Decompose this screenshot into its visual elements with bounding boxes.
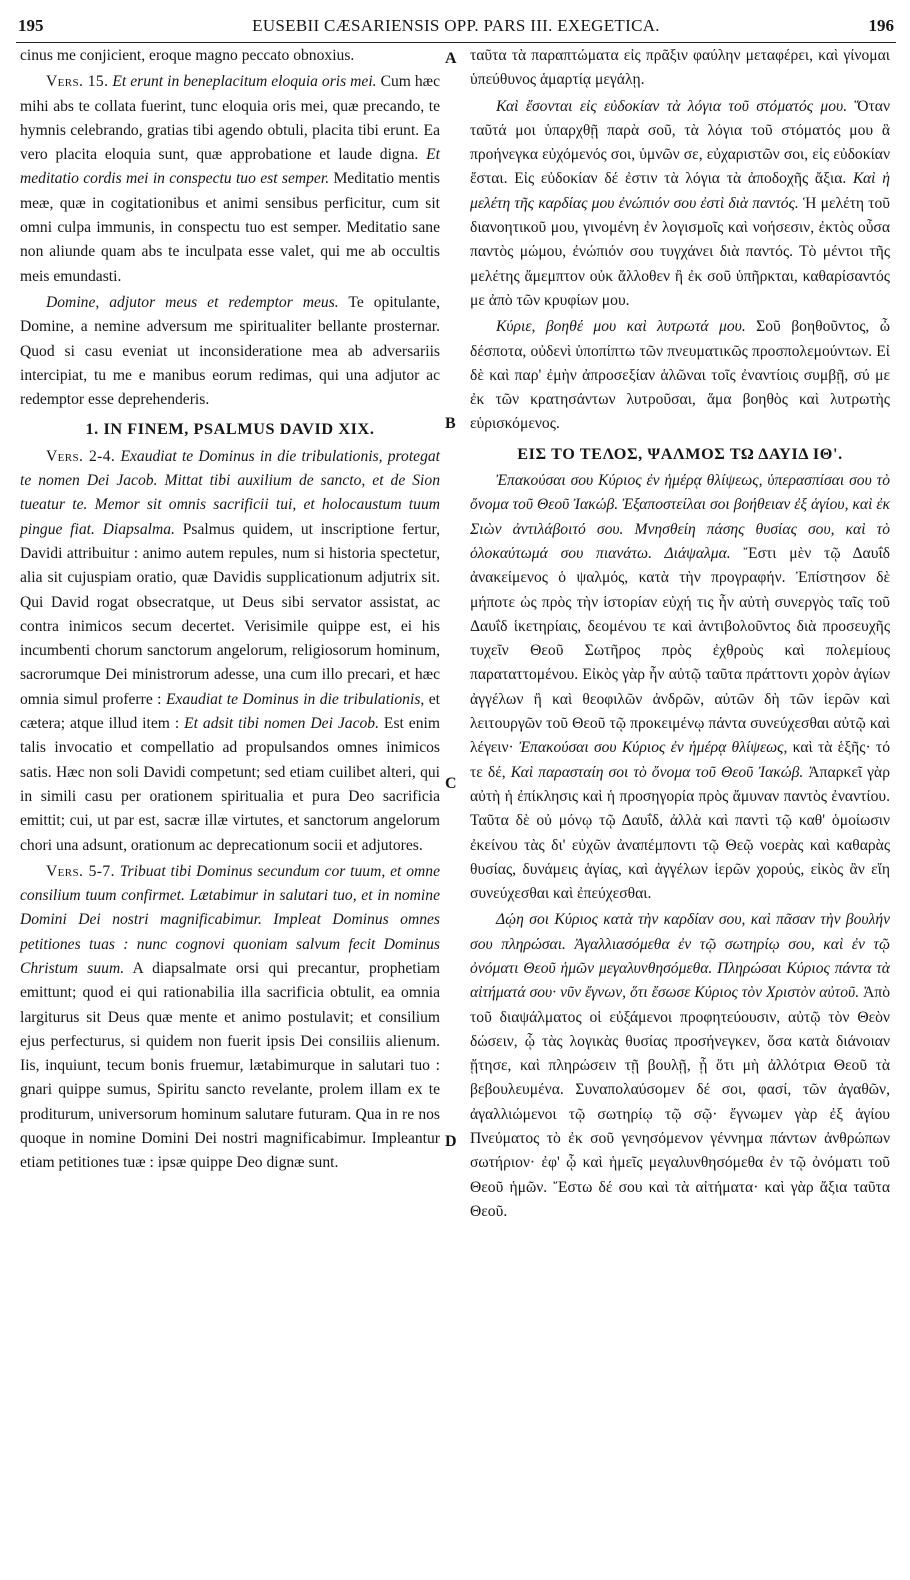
verse-reference: Vers. 15. <box>46 73 109 91</box>
latin-paragraph-2: Vers. 15. Et erunt in beneplacitum eloquia oris mei. Cum hæc mihi abs te collata fuerint, tunc eloquia oris mei, quæ precando, te hymnis celebrando, gratias tibi agendo obtuli, placita tibi erunt. Ea vero placita eloquia sunt, quæ approbatione et laude digna. Et meditatio cordis mei in conspectu tuo est semper. Meditatio mentis meæ, quæ in cogitationibus et animi sensibus perficitur, cum sit omni culpa immunis, in conspectu tuo est semper. Meditatio sane non aliunde quam abs te inculpata esse valet, qui me ab occultis meis emundasti. <box>20 73 440 285</box>
latin-psalm-heading: 1. IN FINEM, PSALMUS DAVID XIX. <box>85 420 375 439</box>
margin-marker-b: B <box>445 415 456 432</box>
greek-psalm-heading: ΕΙΣ ΤΟ ΤΕΛΟΣ, ΨΑΛΜΟΣ ΤΩ ΔΑΥΙΔ ΙΘ'. <box>517 444 843 463</box>
greek-paragraph-1: ταῦτα τὰ παραπτώματα εἰς πρᾶξιν φαύλην μεταφέρει, καὶ γίνομαι ὑπεύθυνος ἁμαρτίᾳ μεγάλῃ. <box>470 47 890 89</box>
latin-paragraph-1: cinus me conjicient, eroque magno peccato obnoxius. <box>20 47 355 64</box>
greek-paragraph-2: Καὶ ἔσονται εἰς εὐδοκίαν τὰ λόγια τοῦ στόματός μου. Ὅταν ταῦτά μοι ὑπαρχθῇ παρὰ σοῦ, τὰ λόγια τοῦ στόματός μου ἃ προήνεγκα εὐχόμενός σοι, ὑμνῶν σε, εὐχαριστῶν σοι, εἰς εὐδοκίαν ἔσται. Εἰς εὐδοκίαν δέ ἐστιν τὰ λόγια τὰ ἀποδοχῆς ἄξια. Καὶ ἡ μελέτη τῆς καρδίας μου ἐνώπιόν σου ἐστὶ διὰ παντός. Ἡ μελέτη τοῦ διανοητικοῦ μου, γινομένη ἐν λογισμοῖς καὶ νοήσεσιν, ἐκτὸς οὖσα παντὸς μώμου, ἐνώπιόν σου τυγχάνει διὰ παντός. Τὸ μέντοι τῆς μελέτης ἄμεμπτον οὐκ ἄλλοθεν ἢ ἐκ σοῦ ὑπῆρκται, καθαρίσαντός με ἀπὸ τῶν κρυφίων μου. <box>470 97 891 309</box>
margin-marker-a: A <box>445 50 457 67</box>
latin-paragraph-4: Vers. 2-4. Exaudiat te Dominus in die tribulationis, protegat te nomen Dei Jacob. Mittat tibi auxilium de sancto, et de Sion tueatur te. Memor sit omnis sacrificii tui, et holocaustum tuum pingue fiat. Diapsalma. Psalmus quidem, ut inscriptione fertur, Davidi attribuitur : animo autem repules, num si historia spectetur, alia sit cujuspiam oratio, quæ Davidis supplicationum adjutrix sit. Qui David rogat obsecratque, ut Deus sibi servator assistat, ac contra inimicos secum decertet. Verisimile quippe est, ei his incumbenti chorum sanctorum angelorum, religiosorum hominum, sacrorumque Dei ministrorum adesse, una cum illo precari, et hæc omnia simul proferre : Exaudiat te Dominus in die tribulationis, et cætera; atque illud item : Et adsit tibi nomen Dei Jacob. Est enim talis invocatio et compellatio ad propulsandos omnes inimicos satis. Hæc non soli Davidi competunt; sed etiam cuilibet alteri, qui in simili casu per orationem spiritualia et pura Deo sacrificia emittit; cui, ut par est, sacræ illæ virtutes, et sanctorum angelorum chori una adsunt, orationum ac deprecationum socii et adjutores. <box>20 447 441 854</box>
running-header <box>16 14 896 43</box>
margin-marker-c: C <box>445 775 457 792</box>
latin-paragraph-5: Vers. 5-7. Tribuat tibi Dominus secundum cor tuum, et omne consilium tuum confirmet. Lætabimur in salutari tuo, et in nomine Domini Dei nostri magnificabimur. Impleat Dominus omnes petitiones tuas : nunc cognovi quoniam salvum fecit Dominus Christum suum. A diapsalmate orsi qui precantur, prophetiam emittunt; quod ei qui rationabilia illa sacrificia obtulit, ea omnia largiturus sit Deus quæ mente et animo postulavit; et consilium ejus perfecturus, si quidem non fuerit ipsis Dei consiliis alienum. Iis, inquiunt, tecum bonis fruemur, lætabimurque in salutari tuo : gnari quippe sumus, Spiritu sancto revelante, prolem illam ex te proditurum, universorum hominum salutare futuram. Qua in re nos quoque in nomine Domini Dei nostri magnificabimur. Impleantur etiam petitiones tuæ : ipsæ quippe Deo dignæ sunt. <box>20 862 440 1172</box>
page-number-left: 195 <box>18 16 44 35</box>
greek-paragraph-3: Κύριε, βοηθέ μου καὶ λυτρωτά μου. Σοῦ βοηθοῦντος, ὦ δέσποτα, οὐδενὶ ὑποπίπτω τῶν πνευματικῶς προσπολεμούντων. Εἰ δὲ καὶ παρ' ἐμὴν ἀπροσεξίαν ἁλῶναι τοῖς ἐναντίοις συμβῇ, σύ με ἐκ τῶν κρατησάντων λυτροῦσαι, ἅμα βοηθὸς καὶ λυτρωτὴς εὑρισκόμενος. <box>470 318 890 433</box>
greek-paragraph-5: Δῴη σοι Κύριος κατὰ τὴν καρδίαν σου, καὶ πᾶσαν τὴν βουλήν σου πληρώσαι. Ἀγαλλιασόμεθα ἐν τῷ σωτηρίῳ σου, καὶ ἐν τῷ ὀνόματι Θεοῦ ἡμῶν μεγαλυνθησόμεθα. Πληρώσαι Κύριος πάντα τὰ αἰτήματά σου· νῦν ἔγνων, ὅτι ἔσωσε Κύριος τὸν Χριστὸν αὐτοῦ. Ἀπὸ τοῦ διαψάλματος οἱ εὐξάμενοι προφητεύουσιν, αὐτῷ τὸν Θεὸν δώσειν, ᾧ τὰς λογικὰς θυσίας προσήνεγκεν, ὅσα κατὰ διάνοιαν ᾔτησε, καὶ πληρώσειν τῇ βουλῇ, ᾗ ὅτι μὴ ἀλλότρια Θεοῦ τὰ βεβουλευμένα. Συναπολαύσομεν δέ σοι, φασί, τῶν ἀγαθῶν, ἀγαλλιώμενοι τῷ σωτηρίῳ τῷ σῷ· ἔγνωμεν γὰρ ἐξ ἁγίου Πνεύματος τὸ ἐκ σοῦ γενησόμενον γέννημα πάντων ἀνθρώπων σωτήριον· ἐφ' ᾧ καὶ ἡμεῖς μεγαλυνθησόμεθα ἐν τῷ ὀνόματι τοῦ Θεοῦ ἡμῶν. Ἔστω δέ σου καὶ τὰ αἰτήματα· καὶ γὰρ ἄξια ταῦτα Θεοῦ. <box>470 911 890 1220</box>
verse-reference: Vers. 5-7. <box>46 862 115 880</box>
verse-reference: Vers. 2-4. <box>46 447 116 465</box>
latin-column <box>20 44 440 1176</box>
running-title: EUSEBII CÆSARIENSIS OPP. PARS III. EXEGETICA. <box>252 16 660 35</box>
greek-paragraph-4: Ἐπακούσαι σου Κύριος ἐν ἡμέρᾳ θλίψεως, ὑπερασπίσαι σου τὸ ὄνομα τοῦ Θεοῦ Ἰακώβ. Ἐξαποστείλαι σοι βοήθειαν ἐξ ἁγίου, καὶ ἐκ Σιὼν ἀντιλάβοιτό σου. Μνησθείη πάσης θυσίας σου, καὶ τὸ ὁλοκαύτωμά σου πιανάτω. Διάψαλμα. Ἔστι μὲν τῷ Δαυΐδ ἀνακείμενος ὁ ψαλμός, κατὰ τὴν προγραφήν. Ἐπίστησον δὲ μήποτε ὡς πρὸς τὴν ἱστορίαν εὐχή τις ἦν αὐτὴ συνεργὸς ταῖς τοῦ Δαυΐδ ἱκετηρίαις, δεομένου τε καὶ ἀντιβολοῦντος διὰ προσευχῆς τυχεῖν Θεοῦ Σωτῆρος πρὸς ἐχθροὺς καὶ πολεμίους παραταττομένου. Εἰκὸς γὰρ ἦν αὐτῷ ταῦτα πράττοντι χορὸν ἁγίων ἀγγέλων ἢ καὶ θεοφιλῶν ἀνδρῶν, αὐτῶν δὴ τῶν ἱερῶν καὶ λειτουργῶν τοῦ Θεοῦ τῷ προκειμένῳ πάντα συνεύχεσθαι αὐτῷ καὶ λέγειν· Ἐπακούσαι σου Κύριος ἐν ἡμέρᾳ θλίψεως, καὶ τὰ ἑξῆς· τό τε δέ, Καὶ παρασταίη σοι τὸ ὄνομα τοῦ Θεοῦ Ἰακώβ. Ἀπαρκεῖ γὰρ αὐτὴ ἡ ἐπίκλησις καὶ ἡ προσηγορία πρὸς ἄμυναν παντὸς ἐναντίου. Ταῦτα δὲ οὐ μόνῳ τῷ Δαυΐδ, ἀλλὰ καὶ παντὶ τῷ καθ' ὁμοίωσιν ἐκείνου τὰς δι' εὐχῶν ἀναπέμποντι τῷ Θεῷ νοερὰς καὶ καθαρὰς θυσίας, δυνάμεις ἁγίας, καὶ ἀγγέλων ἱερῶν χορούς, εἰκὸς ἂν εἴη συνεύχεσθαι καὶ ἐπεύχεσθαι. <box>470 472 890 903</box>
page-number-right: 196 <box>868 16 894 35</box>
greek-column <box>470 44 890 1224</box>
latin-paragraph-3: Domine, adjutor meus et redemptor meus. Te opitulante, Domine, a nemine adversum me spiritualiter bellante prosternar. Quod si casu eveniat ut inconsideratione mea ab adversariis intercipiat, tu me e manibus eorum redimas, qui una adjutor ac redemptor esse deprehenderis. <box>20 293 440 409</box>
margin-marker-d: D <box>445 1133 457 1150</box>
